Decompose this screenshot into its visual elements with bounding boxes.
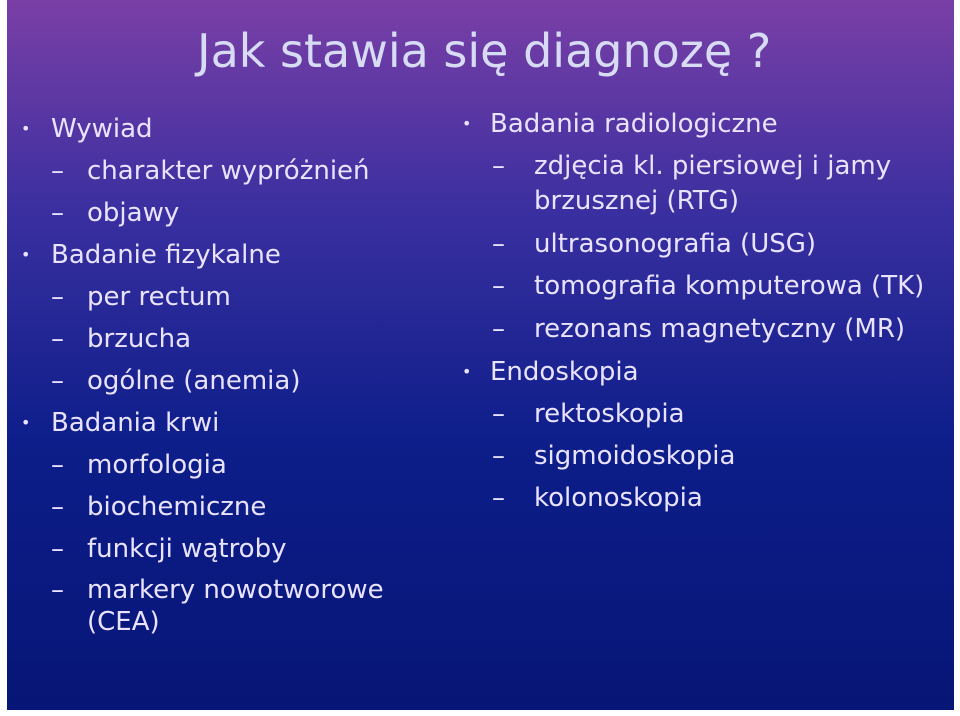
dash-icon: –	[492, 441, 505, 471]
left-column-list	[7, 112, 427, 646]
bullet-label: Badanie fizykalne	[51, 240, 281, 270]
bullet-icon: •	[21, 245, 31, 264]
slide-title: Jak stawia się diagnozę ?	[197, 24, 772, 78]
sub-item-label: biochemiczne	[87, 492, 267, 522]
sub-item	[7, 322, 427, 356]
bullet-item	[7, 112, 427, 146]
dash-icon: –	[51, 156, 64, 186]
sub-item	[7, 490, 427, 524]
sub-item	[7, 574, 427, 638]
dash-icon: –	[492, 229, 505, 259]
sub-item	[440, 149, 940, 219]
sub-item	[440, 481, 940, 515]
dash-icon: –	[51, 324, 64, 354]
sub-item-label: objawy	[87, 198, 180, 228]
dash-icon: –	[51, 492, 64, 522]
sub-item-label: brzucha	[87, 324, 192, 354]
sub-item-label: zdjęcia kl. piersiowej i jamy brzusznej (RTG)	[534, 151, 892, 216]
bullet-label: Badania radiologiczne	[490, 109, 778, 139]
sub-item-label: ogólne (anemia)	[87, 366, 301, 396]
sub-item-label: funkcji wątroby	[87, 534, 287, 564]
sub-item	[440, 312, 940, 347]
bullet-label: Wywiad	[51, 114, 153, 144]
bullet-item	[440, 107, 940, 141]
dash-icon: –	[492, 483, 505, 513]
bullet-icon: •	[462, 114, 472, 133]
sub-item-label: markery nowotworowe (CEA)	[87, 575, 384, 637]
dash-icon: –	[51, 450, 64, 480]
sub-item-label: kolonoskopia	[534, 483, 703, 513]
sub-item-label: tomografia komputerowa (TK)	[534, 271, 925, 301]
sub-item	[7, 196, 427, 230]
dash-icon: –	[51, 575, 64, 605]
sub-item-label: rektoskopia	[534, 399, 685, 429]
sub-item	[440, 439, 940, 473]
sub-item-label: per rectum	[87, 282, 231, 312]
right-column-list	[440, 107, 940, 523]
bullet-item	[440, 355, 940, 389]
dash-icon: –	[492, 314, 505, 344]
bullet-label: Endoskopia	[490, 357, 639, 387]
sub-item	[440, 227, 940, 261]
bullet-icon: •	[462, 362, 472, 381]
sub-item	[440, 269, 940, 304]
sub-item-label: morfologia	[87, 450, 227, 480]
sub-item-label: rezonans magnetyczny (MR)	[534, 314, 906, 344]
bullet-icon: •	[21, 413, 31, 432]
sub-item	[7, 364, 427, 398]
bullet-item	[7, 238, 427, 272]
bullet-icon: •	[21, 119, 31, 138]
dash-icon: –	[51, 366, 64, 396]
sub-item	[7, 532, 427, 566]
dash-icon: –	[51, 198, 64, 228]
sub-item	[440, 397, 940, 431]
bullet-item	[7, 406, 427, 440]
dash-icon: –	[492, 399, 505, 429]
dash-icon: –	[492, 151, 505, 181]
sub-item	[7, 280, 427, 314]
slide	[7, 0, 954, 710]
sub-item-label: sigmoidoskopia	[534, 441, 736, 471]
sub-item	[7, 154, 427, 188]
dash-icon: –	[492, 271, 505, 301]
sub-item	[7, 448, 427, 482]
sub-item-label: ultrasonografia (USG)	[534, 229, 817, 259]
sub-item-label: charakter wypróżnień	[87, 156, 370, 186]
bullet-label: Badania krwi	[51, 408, 220, 438]
dash-icon: –	[51, 534, 64, 564]
dash-icon: –	[51, 282, 64, 312]
